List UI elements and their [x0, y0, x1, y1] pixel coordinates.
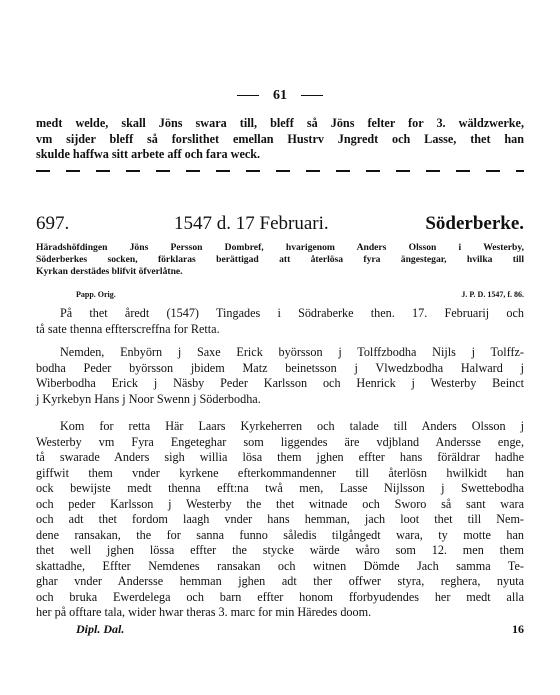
source-original: Papp. Orig.: [76, 290, 116, 299]
text-line: bodha Peder byörsson jbidem Matz beinetsson j Vlwedzbodha Halward j: [36, 360, 524, 375]
text-line: skattadhe, Effter Nemdenes ransakan och witnen Dömde Jach samma Te-: [36, 558, 524, 573]
text-line: Kom for retta Här Laars Kyrkeherren och talade till Anders Olsson j: [60, 419, 524, 433]
paragraph-judgment: [36, 419, 524, 621]
text-line: och bruka Ewerdelega och barn effter honom fforbyudendes her medt alla: [36, 589, 524, 604]
text-line: dene ransakan, the for sanna funno såledis tilgångedt wara, ty motte han: [36, 527, 524, 542]
dashed-separator: [36, 170, 524, 172]
footer-sheet-number: 16: [512, 622, 524, 636]
continuation-text: [36, 116, 524, 163]
text-line: och peder Karlsson j Westerby the thet witnade och Sworo så sant wara: [36, 496, 524, 511]
page-footer: [76, 622, 524, 638]
text-line: vm sijder bleff så forslithet emellan Hustrv Jngredt och Lasse, thet han: [36, 131, 524, 146]
text-line: ock bewijste medt thenna efft:na twå men, Lasse Nijlsson j Swettebodha: [36, 481, 524, 495]
summary-line: Häradshöfdingen Jöns Persson Dombref, hvarigenom Anders Olsson i Westerby,: [36, 242, 524, 253]
text-line: skulde haffwa sitt arbete aff och fara weck.: [36, 147, 261, 161]
text-line: Nemden, Enbyörn j Saxe Erick byörsson j Tolffzbodha Nijls j Tolffz-: [60, 345, 524, 359]
summary-line: Söderberkes socken, förklaras berättigad att återlösa fyra ängestegar, hvilka till: [36, 254, 524, 265]
source-citation: J. P. D. 1547, f. 86.: [461, 290, 524, 299]
text-line: her på offtare tala, wider hwar theras 3. marc for min Häredes doom.: [36, 605, 372, 619]
source-reference: [76, 290, 524, 302]
text-line: thet well jghen lössa effter the stycke wärde wåro som 12. men them: [36, 543, 524, 557]
text-line: tå sate thenna effterscreffna for Retta.: [36, 321, 220, 336]
text-line: medt welde, skall Jöns swara till, bleff så Jöns felter for 3. wäldzwerke,: [36, 116, 524, 130]
text-line: tå swarade Anders sigh willia lösa them jghen effter hans föräldrar hadhe: [36, 450, 524, 464]
text-line: Westerby vm Fyra Engeteghar som liggendes äre vdjbland Andersse enge,: [36, 434, 524, 449]
paragraph-jury: [36, 345, 524, 407]
entry-place: Söderberke.: [425, 213, 524, 234]
text-line: giffwit them vnder kyrkene efterkommandenner till återlösn hwilkidt han: [36, 465, 524, 480]
header-dash-left: [237, 95, 259, 96]
text-line: Wiberbodha Erick j Näsby Peder Karlsson och Henrick j Westerby Beinct: [36, 376, 524, 390]
entry-number: 697.: [36, 213, 70, 234]
paragraph-opening: [36, 306, 524, 337]
page-number-header: [0, 88, 560, 104]
entry-date: 1547 d. 17 Februari.: [174, 213, 329, 234]
entry-heading: [36, 213, 524, 239]
header-dash-right: [301, 95, 323, 96]
text-line: På thet åredt (1547) Tingades i Södraberke then. 17. Februarij och: [60, 306, 524, 320]
text-line: och adt thet fordom laagh vnder hans hemman, jach loot thet till Nem-: [36, 512, 524, 526]
summary-line: Kyrkan derstädes blifvit öfverlåtne.: [36, 266, 183, 277]
text-line: j Kyrkebyn Hans j Noor Swenn j Söderbodha.: [36, 391, 261, 406]
page-number: 61: [273, 88, 287, 103]
footer-signature: Dipl. Dal.: [76, 622, 125, 636]
text-line: ghar vnder Andersse hemman jghen adt ther offwer styra, reghera, nyuta: [36, 574, 524, 588]
entry-summary: [36, 242, 524, 278]
